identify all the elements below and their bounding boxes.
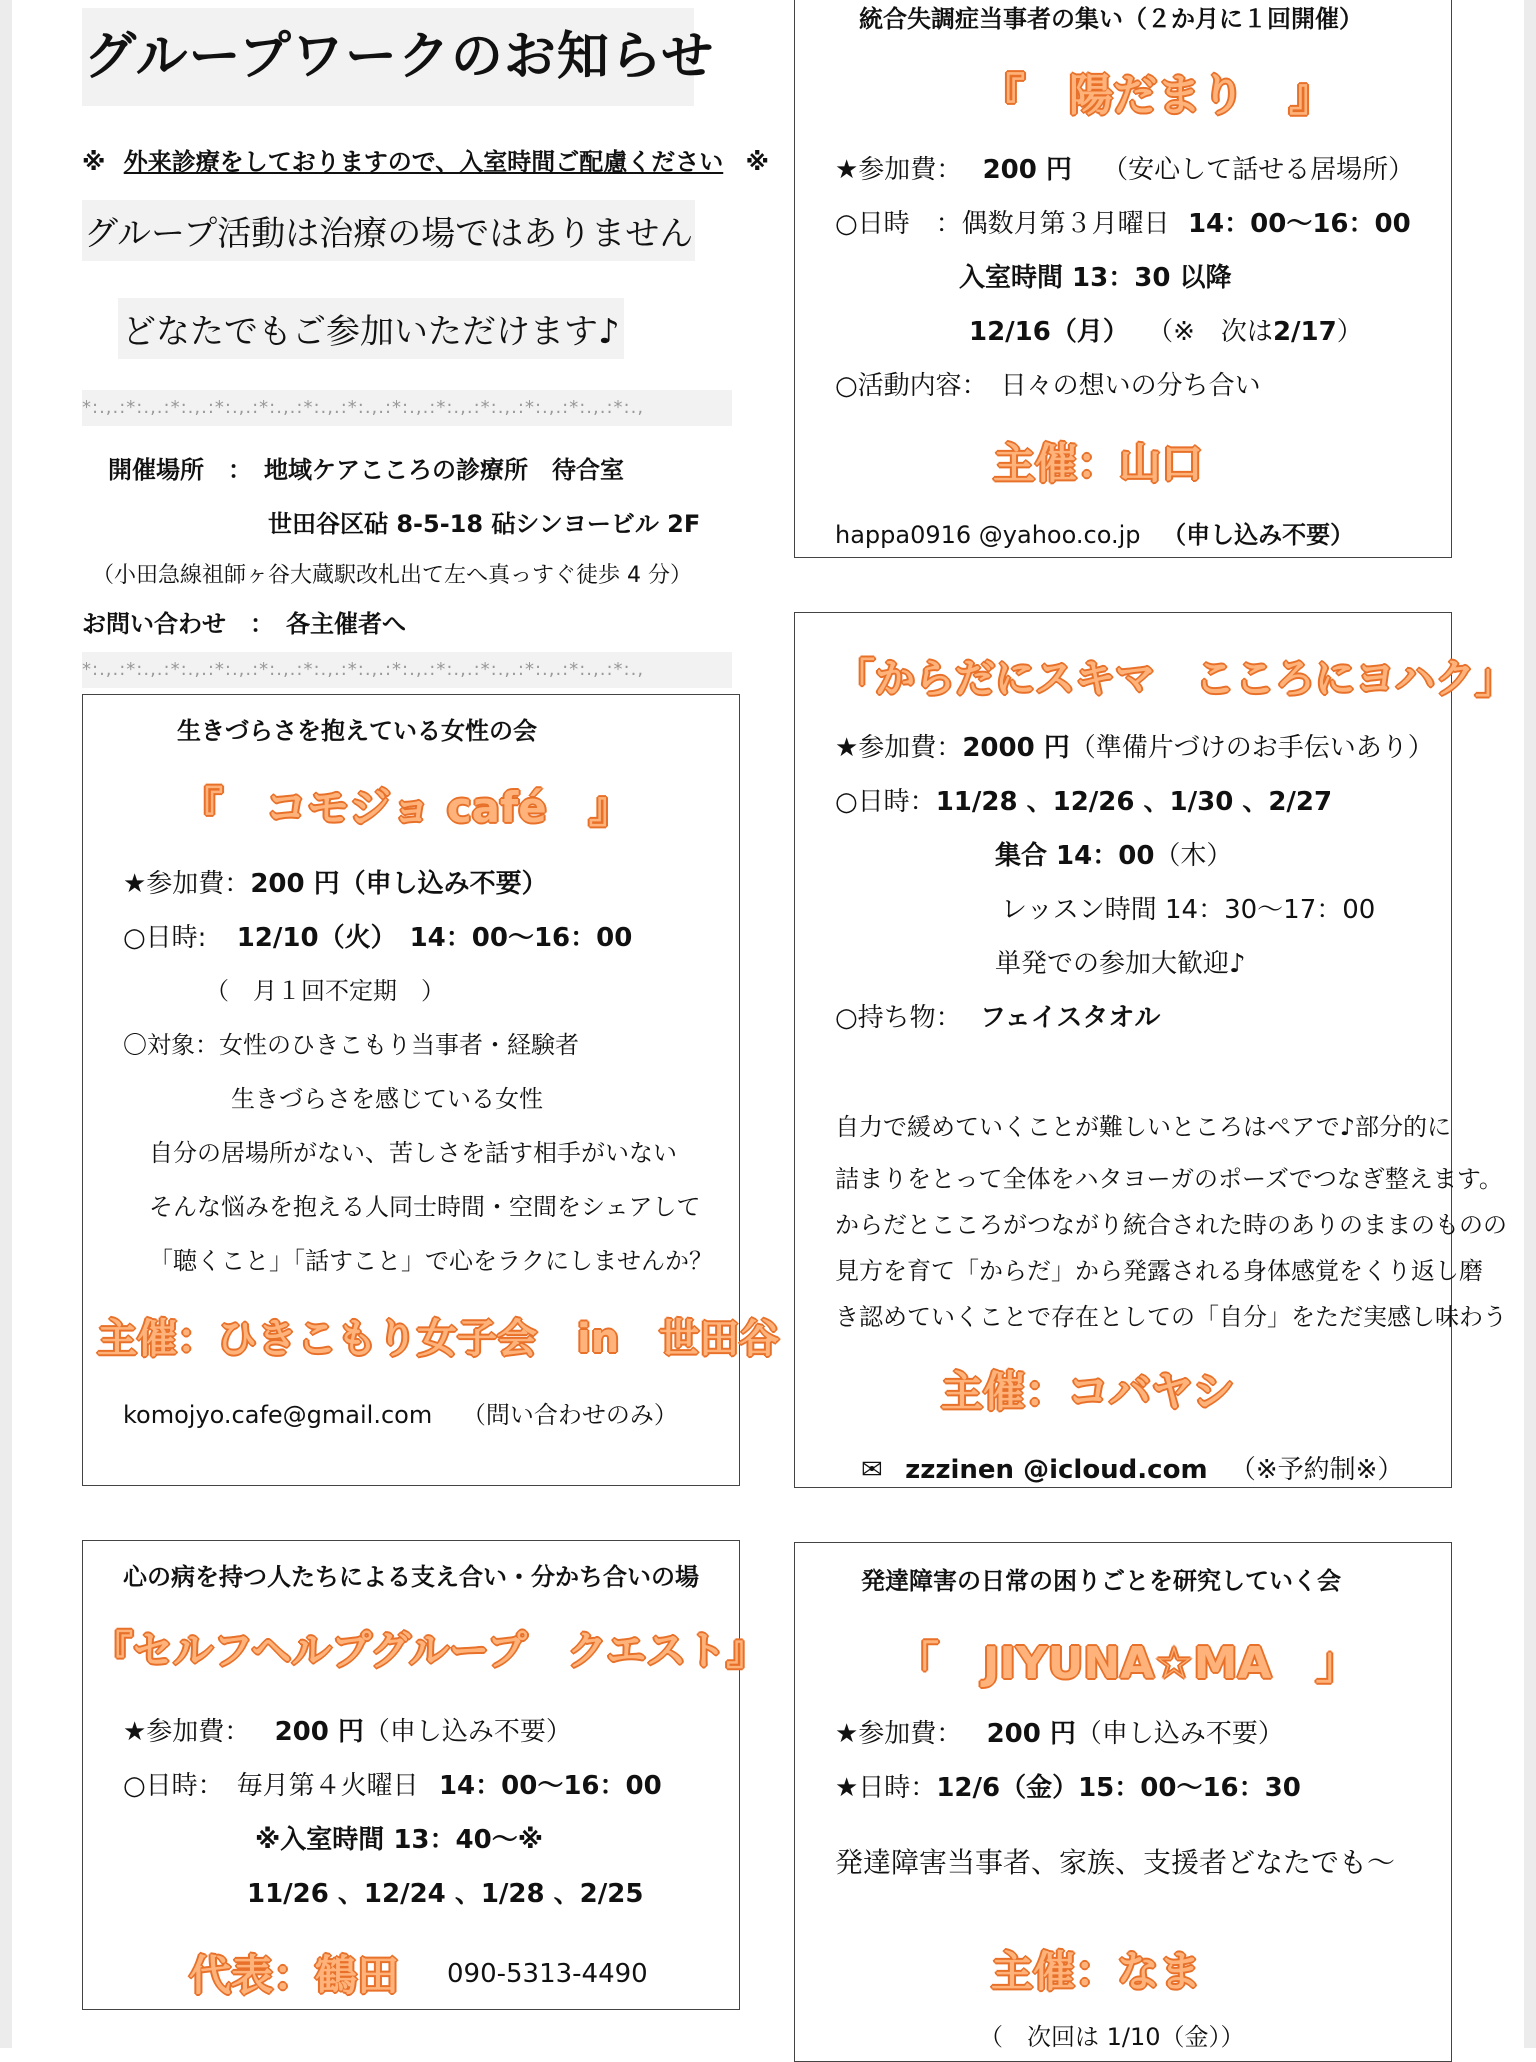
hidamari-heading: 統合失調症当事者の集い（２か月に１回開催） <box>859 5 1363 33</box>
quest-dates: 11/26 、12/24 、1/28 、2/25 <box>247 1879 644 1909</box>
hidamari-next-line <box>969 311 1363 348</box>
jiyuna-date: 12/6（金）15：00〜16：30 <box>936 1773 1301 1803</box>
venue-address: 世田谷区砧 8-5-18 砧シンヨービル 2F <box>268 510 701 538</box>
jiyuna-fee-line <box>835 1713 1284 1750</box>
karada-box <box>794 612 1515 1488</box>
decorative-divider-2: *:.,.:*:.,.:*:.,.:*:.,.:*:.,.:*:.,.:*:.,.:*:.,.:*:.,.:*:.,.:*:.,.:*:.,.:*:., <box>82 652 732 688</box>
page-edge-left <box>0 0 12 2048</box>
hidamari-fee-note: （安心して話せる居場所） <box>1102 155 1415 185</box>
komojo-date-line <box>123 917 632 954</box>
komojo-fee: 200 円（申し込み不要） <box>250 869 548 899</box>
hidamari-date-line <box>835 203 1411 240</box>
notice-mark-right: ※ <box>745 148 769 176</box>
quest-fee: 200 円 <box>274 1717 364 1747</box>
not-treatment-text: グループ活動は治療の場ではありません <box>82 200 695 261</box>
hidamari-date-label: ○日時 ：偶数月第３月曜日 <box>835 209 1170 239</box>
komojo-freq: （ 月１回不定期 ） <box>205 977 445 1005</box>
komojo-box <box>82 694 780 1486</box>
karada-bring-line <box>835 997 1160 1034</box>
karada-fee-label: ★参加費： <box>835 733 963 763</box>
komojo-desc-3: 「聴くこと」「話すこと」で心をラクにしませんか？ <box>149 1247 713 1275</box>
karada-desc-2: 詰まりをとって全体をハタヨーガのポーズでつなぎ整えます。 <box>835 1165 1503 1193</box>
komojo-date-label: ○日時: <box>123 923 207 953</box>
komojo-target-2: 生きづらさを感じている女性 <box>231 1085 543 1113</box>
quest-date-label: ○日時： 毎月第４火曜日 <box>123 1771 419 1801</box>
karada-email[interactable]: zzzinen @icloud.com <box>905 1455 1208 1485</box>
hidamari-next-note-a: （※ 次は <box>1147 317 1273 347</box>
hidamari-email[interactable]: happa0916 @yahoo.co.jp <box>835 521 1141 549</box>
komojo-fee-line <box>123 863 548 900</box>
komojo-email[interactable]: komojyo.cafe@gmail.com <box>123 1401 433 1429</box>
jiyuna-date-label: ★日時： <box>835 1773 937 1803</box>
karada-single: 単発での参加大歓迎♪ <box>995 949 1246 979</box>
quest-entry: ※入室時間 13：40〜※ <box>255 1825 543 1855</box>
komojo-organizer: 主催：ひきこもり女子会 in 世田谷 <box>97 1316 780 1362</box>
karada-email-note: （※予約制※） <box>1229 1455 1404 1485</box>
quest-heading: 心の病を持つ人たちによる支え合い・分かち合いの場 <box>123 1563 699 1591</box>
quest-box <box>82 1540 767 2010</box>
hidamari-activity: ○活動内容： 日々の想いの分ち合い <box>835 371 1261 401</box>
quest-fee-label: ★参加費： <box>123 1717 251 1747</box>
komojo-heading: 生きづらさを抱えている女性の会 <box>177 717 537 745</box>
hidamari-organizer: 主催：山口 <box>993 439 1204 488</box>
venue-place: 開催場所 ： 地域ケアこころの診療所 待合室 <box>108 456 624 484</box>
komojo-contact-line <box>123 1395 678 1430</box>
karada-gather-line <box>995 835 1232 872</box>
jiyuna-fee-note: （申し込み不要） <box>1075 1719 1284 1749</box>
hidamari-email-note: （申し込み不要） <box>1162 521 1355 549</box>
hidamari-fee-line <box>835 149 1414 186</box>
karada-lesson: レッスン時間 14：30〜17：00 <box>1001 895 1376 925</box>
karada-organizer: 主催：コバヤシ <box>941 1367 1235 1416</box>
komojo-target: 〇対象：女性のひきこもり当事者・経験者 <box>123 1031 579 1059</box>
komojo-desc-2: そんな悩みを抱える人同士時間・空間をシェアして <box>149 1193 701 1221</box>
hidamari-next-note-c: ） <box>1336 317 1363 347</box>
notice-line <box>82 142 769 177</box>
jiyuna-organizer: 主催：なま <box>991 1947 1202 1996</box>
mail-icon: ✉ <box>861 1455 883 1485</box>
hidamari-box <box>794 0 1452 558</box>
page-title: グループワークのお知らせ <box>82 8 694 106</box>
karada-bring: フェイスタオル <box>979 1003 1161 1033</box>
venue-contact: お問い合わせ ： 各主催者へ <box>82 610 406 638</box>
karada-desc-4: 見方を育て「からだ」から発露される身体感覚をくり返し磨 <box>835 1257 1483 1285</box>
komojo-fee-label: ★参加費： <box>123 869 251 899</box>
jiyuna-fee-label: ★参加費： <box>835 1719 963 1749</box>
decorative-divider: *:.,.:*:.,.:*:.,.:*:.,.:*:.,.:*:.,.:*:.,.:*:.,.:*:.,.:*:.,.:*:.,.:*:.,.:*:., <box>82 390 732 426</box>
karada-gather-day: （木） <box>1154 841 1233 871</box>
karada-dates: 11/28 、12/26 、1/30 、2/27 <box>935 787 1333 817</box>
jiyuna-heading: 発達障害の日常の困りごとを研究していく会 <box>861 1567 1341 1595</box>
jiyuna-box <box>794 1542 1452 2062</box>
hidamari-entry: 入室時間 13：30 以降 <box>959 263 1232 293</box>
hidamari-contact-line <box>835 515 1354 550</box>
quest-fee-line <box>123 1711 572 1748</box>
hidamari-date-time: 14：00〜16：00 <box>1187 209 1411 239</box>
page-edge-right <box>1524 0 1536 2048</box>
jiyuna-next: （ 次回は 1/10（金）） <box>979 2023 1245 2051</box>
notice-text: 外来診療をしておりますので、入室時間ご配慮ください <box>123 148 724 176</box>
karada-gather: 集合 14：00 <box>995 841 1155 871</box>
hidamari-fee-label: ★参加費： <box>835 155 963 185</box>
karada-name: 「からだにスキマ こころにヨハク」 <box>835 656 1515 702</box>
hidamari-name: 『 陽だまり 』 <box>981 70 1333 121</box>
quest-organizer: 代表：鶴田 <box>189 1951 400 2000</box>
karada-fee-note: （準備片づけのお手伝いあり） <box>1069 733 1434 763</box>
hidamari-next-date: 12/16（月） <box>969 317 1129 347</box>
hidamari-next-note-b: 2/17 <box>1272 317 1337 347</box>
karada-date-line <box>835 781 1332 818</box>
quest-phone[interactable]: 090-5313-4490 <box>447 1959 648 1989</box>
komojo-email-note: （問い合わせのみ） <box>461 1401 678 1429</box>
hidamari-fee: 200 円 <box>982 155 1072 185</box>
jiyuna-name: 「 JIYUNA☆MA 」 <box>895 1638 1360 1689</box>
quest-name: 『セルフヘルプグループ クエスト』 <box>93 1628 767 1674</box>
karada-fee-line <box>835 727 1434 764</box>
quest-date-time: 14：00〜16：00 <box>438 1771 662 1801</box>
jiyuna-target: 発達障害当事者、家族、支援者どなたでも〜 <box>835 1846 1396 1879</box>
notice-mark-left: ※ <box>82 148 106 176</box>
jiyuna-fee: 200 円 <box>986 1719 1076 1749</box>
karada-contact-line <box>861 1449 1403 1486</box>
karada-fee: 2000 円 <box>962 733 1070 763</box>
jiyuna-date-line <box>835 1767 1301 1804</box>
karada-desc-5: き認めていくことで存在としての「自分」をただ実感し味わう <box>835 1303 1507 1331</box>
karada-bring-label: ○持ち物： <box>835 1003 962 1033</box>
welcome-text: どなたでもご参加いただけます♪ <box>118 298 624 359</box>
komojo-desc-1: 自分の居場所がない、苦しさを話す相手がいない <box>149 1139 677 1167</box>
komojo-name: 『 コモジョ café 』 <box>181 783 631 832</box>
komojo-date: 12/10（火） 14：00〜16：00 <box>236 923 633 953</box>
quest-fee-note: （申し込み不要） <box>363 1717 572 1747</box>
quest-date-line <box>123 1765 662 1802</box>
karada-desc-1: 自力で緩めていくことが難しいところはペアで♪部分的に <box>835 1113 1452 1141</box>
venue-access: （小田急線祖師ヶ谷大蔵駅改札出て左へ真っすぐ徒歩 4 分） <box>92 563 692 588</box>
karada-desc-3: からだとこころがつながり統合された時のありのままのものの <box>835 1211 1507 1239</box>
karada-date-label: ○日時： <box>835 787 936 817</box>
